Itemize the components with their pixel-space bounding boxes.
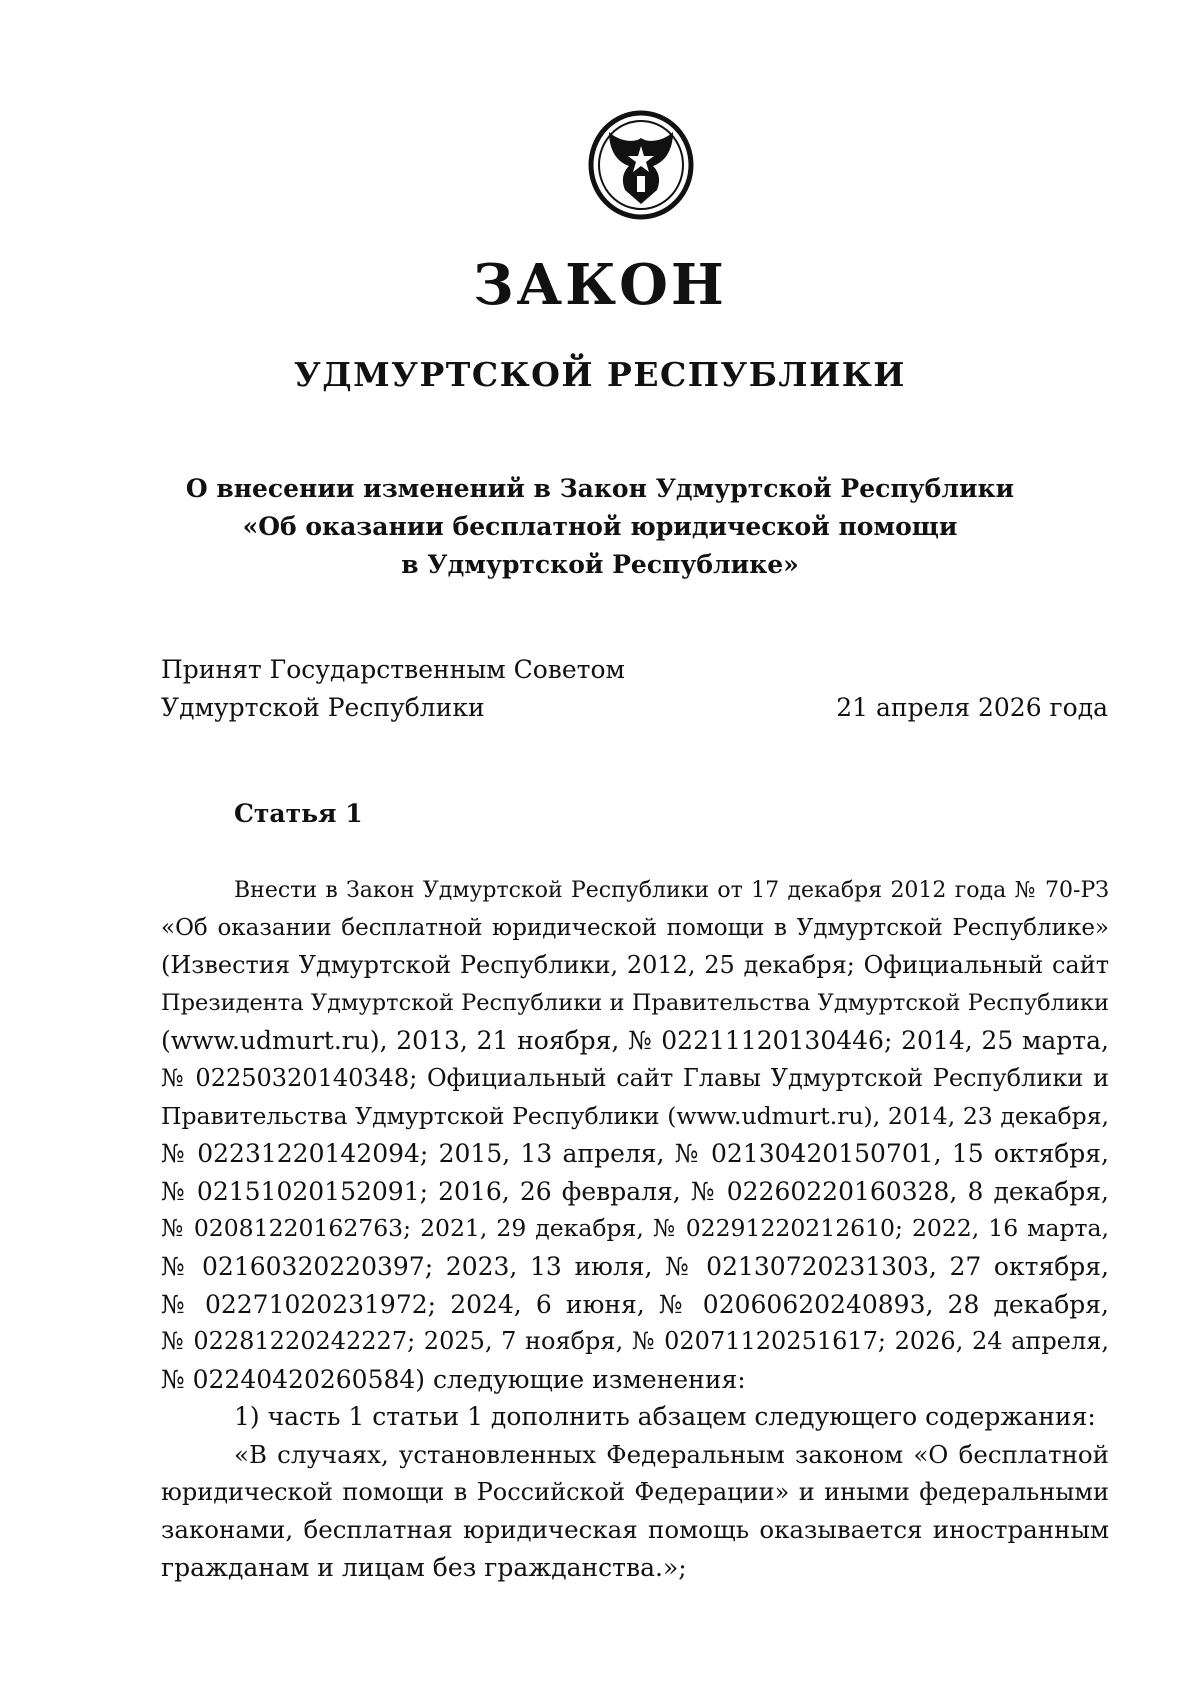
text-line: № 02231220142094; 2015, 13 апреля, № 02130420150701, 15 октября,: [161, 1139, 1109, 1169]
adoption-date: 21 апреля 2026 года: [836, 693, 1108, 722]
text-line: № 02281220242227; 2025, 7 ноября, № 02071120251617; 2026, 24 апреля,: [161, 1327, 1109, 1356]
paragraph-item-1: [161, 1398, 1109, 1436]
article-heading: Статья 1: [234, 799, 363, 828]
coat-of-arms-icon: [587, 110, 695, 220]
paragraph-quote: [161, 1436, 1109, 1586]
text-line: юридической помощи в Российской Федерации» и иными федеральными: [161, 1477, 1109, 1506]
adoption-line: Принят Государственным Советом: [161, 655, 625, 684]
text-line: законами, бесплатная юридическая помощь оказывается иностранным: [161, 1515, 1109, 1545]
adoption-body: [161, 651, 625, 727]
text-line: 1) часть 1 статьи 1 дополнить абзацем следующего содержания:: [234, 1402, 1096, 1432]
text-line: № 02151020152091; 2016, 26 февраля, № 02260220160328, 8 декабря,: [161, 1176, 1109, 1206]
text-line: № 02250320140348; Официальный сайт Главы Удмуртской Республики и: [161, 1063, 1109, 1092]
text-line: «В случаях, установленных Федеральным законом «О бесплатной: [234, 1439, 1109, 1469]
text-line: № 02271020231972; 2024, 6 июня, № 02060620240893, 28 декабря,: [161, 1289, 1109, 1319]
law-subject: [0, 470, 1200, 584]
article-body: [161, 872, 1109, 1586]
document-title: ЗАКОН: [473, 252, 727, 318]
text-line: Внести в Закон Удмуртской Республики от 17 декабря 2012 года № 70-РЗ: [234, 878, 1109, 903]
document-subtitle: УДМУРТСКОЙ РЕСПУБЛИКИ: [294, 355, 906, 394]
text-line: № 02240420260584) следующие изменения:: [161, 1364, 746, 1394]
text-line: «Об оказании бесплатной юридической помощи в Удмуртской Республике»: [161, 914, 1109, 941]
text-line: (www.udmurt.ru), 2013, 21 ноября, № 02211120130446; 2014, 25 марта,: [161, 1026, 1109, 1056]
text-line: (Известия Удмуртской Республики, 2012, 25 декабря; Официальный сайт: [161, 951, 1109, 980]
text-line: Правительства Удмуртской Республики (www.udmurt.ru), 2014, 23 декабря,: [161, 1101, 1109, 1130]
subject-line: «Об оказании бесплатной юридической помощи: [242, 512, 958, 541]
subject-line: О внесении изменений в Закон Удмуртской Республики: [185, 474, 1015, 503]
paragraph-amendment: [161, 872, 1109, 1398]
subject-line: в Удмуртской Республике»: [401, 550, 799, 579]
text-line: № 02081220162763; 2021, 29 декабря, № 02291220212610; 2022, 16 марта,: [161, 1214, 1109, 1243]
text-line: № 02160320220397; 2023, 13 июля, № 02130720231303, 27 октября,: [161, 1251, 1109, 1281]
adoption-line: Удмуртской Республики: [161, 693, 485, 722]
text-line: гражданам и лицам без гражданства.»;: [161, 1552, 687, 1582]
text-line: Президента Удмуртской Республики и Правительства Удмуртской Республики: [161, 989, 1109, 1016]
